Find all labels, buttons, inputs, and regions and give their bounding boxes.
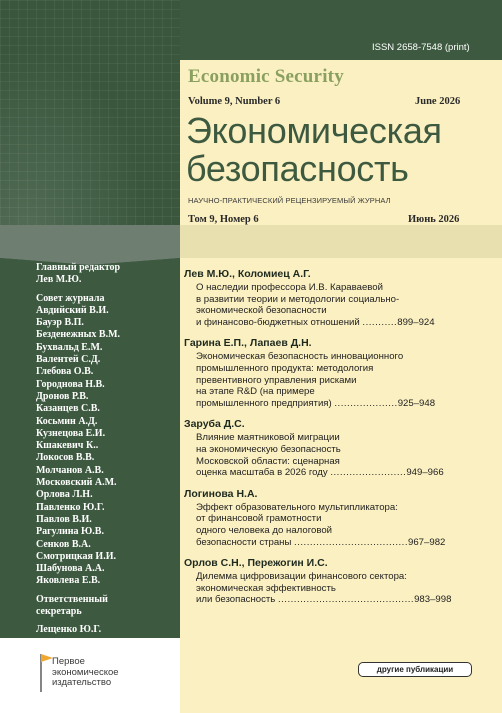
article-authors: Гарина Е.П., Лапаев Д.Н. (184, 337, 312, 350)
council-member: Московский А.М. (36, 477, 117, 489)
council-member: Безденежных В.М. (36, 329, 121, 341)
article-pages: 967–982 (408, 536, 446, 548)
article-title-line: Дилемма цифровизации финансового сектора: (196, 571, 407, 583)
article-title-line: на экономическую безопасность (196, 443, 341, 455)
article-title-line: и финансово-бюджетных отношений (196, 316, 360, 328)
article-title-line: безопасности страны (196, 536, 292, 548)
article-entry[interactable] (184, 488, 496, 548)
issn: ISSN 2658-7548 (print) (372, 42, 470, 53)
editorial-board (36, 262, 176, 637)
council-member: Кшакевич К.. (36, 440, 99, 452)
council-member: Павлов В.И. (36, 513, 92, 525)
dot-leader: .................... (334, 397, 398, 409)
council-member: Павленко Ю.Г. (36, 501, 105, 513)
journal-title-en: Economic Security (188, 66, 344, 87)
article-authors: Лев М.Ю., Коломиец А.Г. (184, 268, 311, 280)
article-title-line: промышленного предприятия) (196, 397, 332, 409)
article-authors: Логинова Н.А. (184, 487, 258, 500)
article-title-last-line (196, 317, 496, 329)
article-entry[interactable] (184, 418, 496, 478)
council-member: Локосов В.В. (36, 452, 95, 464)
article-title (196, 351, 496, 409)
article-title-last-line (196, 398, 496, 410)
council-member: Молчанов А.В. (36, 464, 104, 476)
article-title (196, 282, 496, 328)
article-title-line: Московской области: сценарная (196, 455, 340, 467)
secretary-label-2: секретарь (36, 606, 82, 618)
council-member: Орлова Л.Н. (36, 489, 93, 501)
secretary-name: Лещенко Ю.Г. (36, 624, 102, 636)
article-title-line: Влияние маятниковой миграции (196, 432, 340, 444)
council-member: Авдийский В.И. (36, 304, 109, 316)
council-member: Сенков В.А. (36, 538, 91, 550)
dot-leader: ........................ (330, 467, 407, 479)
article-title-line: О наследии профессора И.В. Караваевой (196, 282, 383, 293)
council-member: Казанцев С.В. (36, 403, 100, 415)
date-en: June 2026 (415, 96, 461, 107)
article-title-line: на этапе R&D (на примере (196, 386, 315, 398)
council-label: Совет журнала (36, 292, 105, 304)
volume-en: Volume 9, Number 6 (188, 96, 281, 107)
article-entry[interactable] (184, 557, 496, 606)
dot-leader: ........................................... (277, 594, 415, 606)
article-title-line: от финансовой грамотности (196, 513, 322, 525)
publisher-line3: издательство (52, 677, 112, 688)
council-member: Рагулина Ю.В. (36, 526, 104, 538)
article-title-line: одного человека до налоговой (196, 524, 333, 536)
article-pages: 925–948 (397, 397, 436, 409)
dot-leader: .................................... (294, 536, 409, 548)
grid-pattern-panel (0, 0, 180, 258)
publisher-line1: Первое (52, 656, 85, 667)
council-member: Бухвальд Е.М. (36, 341, 103, 353)
council-member: Дронов Р.В. (36, 390, 89, 402)
article-title-line: Эффект образовательного мультипликатора: (196, 501, 398, 513)
article-entry[interactable] (184, 268, 496, 328)
article-title-line: экономическая эффективность (196, 582, 336, 594)
article-title-last-line (196, 594, 496, 606)
council-member: Шабунова А.А. (36, 563, 105, 575)
council-member: Яковлева Е.В. (36, 575, 101, 587)
council-member: Валентей С.Д. (36, 354, 101, 366)
table-of-contents (184, 268, 496, 615)
article-title-last-line (196, 467, 496, 479)
editor-name: Лев М.Ю. (36, 274, 82, 286)
more-publications-button[interactable]: другие публикации (358, 662, 472, 677)
article-title-line: промышленного продукта: методология (196, 362, 374, 374)
article-authors: Орлов С.Н., Пережогин И.С. (184, 557, 328, 570)
journal-title-ru (186, 112, 442, 188)
council-member: Смотрицкая И.И. (36, 550, 116, 562)
chevron-divider (0, 225, 502, 265)
article-title-last-line (196, 537, 496, 549)
article-title-line: оценка масштаба в 2026 году (196, 467, 328, 479)
editor-label: Главный редактор (36, 262, 121, 273)
date-ru: Июнь 2026 (408, 214, 460, 225)
article-title-line: Экономическая безопасность инновационного (196, 351, 404, 363)
council-member: Бауэр В.П. (36, 317, 84, 329)
secretary-label-1: Ответственный (36, 593, 108, 605)
article-pages: 899–924 (397, 316, 435, 328)
article-title (196, 571, 496, 606)
publisher-line2: экономическое (52, 666, 119, 678)
article-title-line: в развитии теории и методологии социально- (196, 293, 400, 305)
journal-title-ru-line1: Экономическая (186, 110, 442, 151)
article-title-line: экономической безопасности (196, 305, 327, 317)
volume-ru: Том 9, Номер 6 (188, 214, 259, 225)
article-title-line: превентивного управления рисками (196, 374, 357, 386)
article-title (196, 432, 496, 478)
article-pages: 949–966 (406, 467, 444, 479)
journal-subtitle-ru: НАУЧНО-ПРАКТИЧЕСКИЙ РЕЦЕНЗИРУЕМЫЙ ЖУРНАЛ (188, 196, 391, 205)
dot-leader: ........... (362, 316, 398, 328)
article-title-line: или безопасность (196, 594, 276, 606)
council-member: Городнова Н.В. (36, 378, 105, 390)
article-pages: 983–998 (414, 594, 452, 606)
council-member: Кузнецова Е.И. (36, 427, 106, 439)
article-title (196, 502, 496, 548)
article-authors: Заруба Д.С. (184, 418, 245, 431)
council-list (36, 305, 176, 588)
council-member: Косьмин А.Д. (36, 415, 98, 427)
article-entry[interactable] (184, 337, 496, 409)
council-member: Глебова О.В. (36, 366, 94, 378)
journal-title-ru-line2: безопасность (186, 148, 409, 189)
publisher-name (52, 657, 119, 689)
